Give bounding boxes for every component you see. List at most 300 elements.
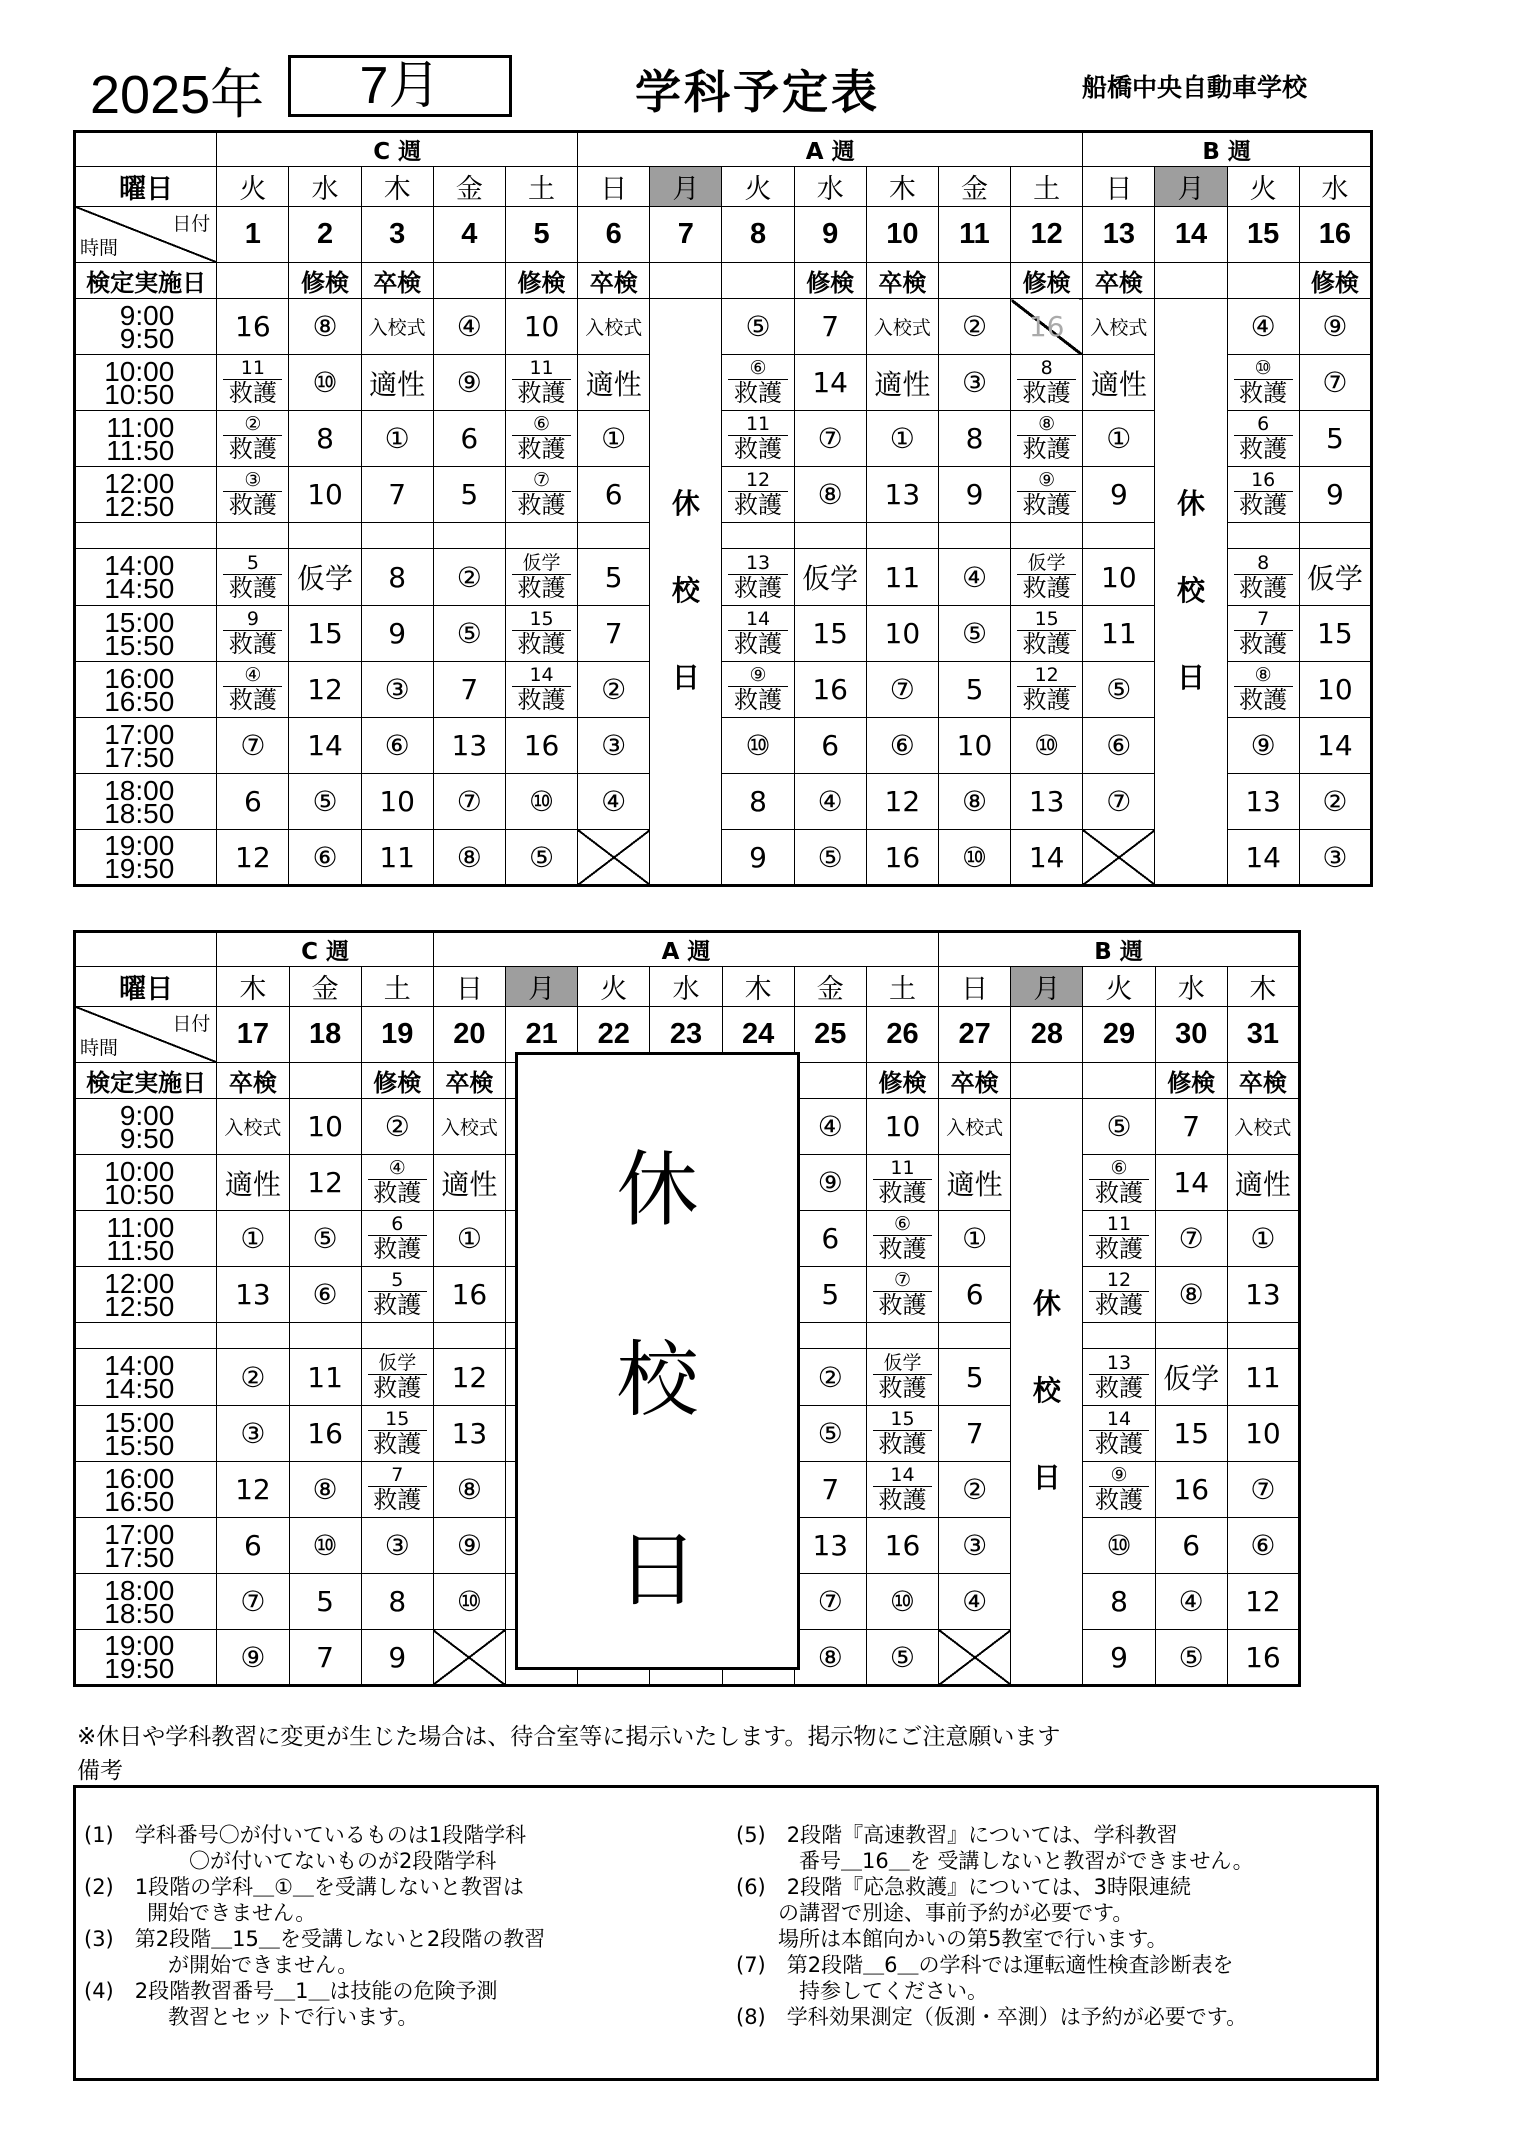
two-line-cell [722, 470, 793, 519]
weekday-cell: 土 [505, 167, 577, 207]
class-number: 15 [368, 1409, 427, 1431]
two-line-cell [362, 1214, 433, 1263]
period-end: 9:50 [119, 322, 175, 354]
weekday-row-label: 曜日 [75, 167, 217, 207]
class-cell: ③ [361, 1518, 433, 1574]
two-line-cell [1228, 358, 1299, 407]
class-number: 7 [368, 1465, 427, 1487]
period-end: 9:50 [119, 1122, 175, 1154]
period-end: 17:50 [104, 741, 175, 773]
inspection-cell: 修検 [1011, 263, 1083, 299]
two-line-cell [1083, 1465, 1154, 1514]
class-number: 13 [728, 553, 787, 575]
class-cell: ⑦ [794, 1574, 866, 1630]
class-cell [722, 662, 794, 718]
class-cell: 13 [217, 1267, 289, 1323]
class-cell: ① [939, 1211, 1011, 1267]
weekday-cell: 木 [866, 167, 938, 207]
class-number: ⑥ [1089, 1158, 1148, 1180]
class-cell: 適性 [866, 355, 938, 411]
class-number: 5 [223, 553, 282, 575]
class-cell: 15 [1155, 1406, 1227, 1462]
class-cell: 8 [361, 549, 433, 606]
rest-char-1: 休 [671, 487, 700, 521]
inspection-cell: 卒検 [217, 1063, 289, 1099]
class-cell: 6 [939, 1267, 1011, 1323]
inspection-row-label: 検定実施日 [75, 1063, 217, 1099]
class-cell [217, 549, 289, 606]
class-cell [722, 411, 794, 467]
class-cell: 8 [361, 1574, 433, 1630]
week-label: B 週 [939, 932, 1300, 967]
class-number: 14 [1089, 1409, 1148, 1431]
period-start: 15:00 [104, 1406, 175, 1438]
period-end: 15:50 [104, 1429, 175, 1461]
period-end: 16:50 [104, 1485, 175, 1517]
inspection-cell [1011, 1063, 1083, 1099]
class-cell: ⑨ [433, 1518, 505, 1574]
class-cell: 5 [794, 1267, 866, 1323]
two-line-cell [1011, 553, 1082, 602]
class-cell [1083, 1462, 1155, 1518]
class-cell: ⑦ [1155, 1211, 1227, 1267]
class-kind: 救護 [1022, 491, 1071, 519]
rest-day-cell [650, 299, 722, 886]
class-kind: 救護 [878, 1235, 927, 1263]
class-cell: 14 [1011, 830, 1083, 886]
inspection-cell: 卒検 [1083, 263, 1155, 299]
class-kind: 救護 [373, 1486, 422, 1514]
cross-cell [578, 830, 650, 886]
period-time [75, 1349, 217, 1406]
class-number: 9 [223, 609, 282, 631]
weekday-cell: 月 [650, 167, 722, 207]
break-cell [217, 1323, 289, 1349]
class-cell [722, 606, 794, 662]
two-line-cell [1011, 358, 1082, 407]
class-cell: ④ [1227, 299, 1299, 355]
two-line-cell [506, 609, 577, 658]
class-cell: ⑥ [289, 830, 361, 886]
date-cell: 15 [1227, 207, 1299, 263]
class-kind: 救護 [734, 491, 783, 519]
class-cell: ③ [361, 662, 433, 718]
week-label: A 週 [578, 132, 1083, 167]
two-line-cell [506, 470, 577, 519]
inspection-cell: 卒検 [433, 1063, 505, 1099]
inspection-cell [1155, 263, 1227, 299]
class-cell: 7 [794, 1462, 866, 1518]
class-number: ④ [223, 665, 282, 687]
class-cell: 13 [794, 1518, 866, 1574]
remarks-title: 備考 [77, 1758, 123, 1784]
date-cell: 23 [650, 1007, 722, 1063]
class-cell: 12 [433, 1349, 505, 1406]
break-cell [433, 1323, 505, 1349]
period-time [75, 1574, 217, 1630]
class-cell: 14 [1299, 718, 1371, 774]
date-cell: 7 [650, 207, 722, 263]
class-cell: 13 [433, 718, 505, 774]
class-cell: 9 [722, 830, 794, 886]
class-cell: 14 [289, 718, 361, 774]
weekday-cell: 月 [1155, 167, 1227, 207]
class-cell [1227, 549, 1299, 606]
class-cell: ⑧ [938, 774, 1010, 830]
class-cell: 適性 [578, 355, 650, 411]
class-number: 11 [728, 414, 787, 436]
class-kind: 救護 [1095, 1235, 1144, 1263]
class-cell: 8 [722, 774, 794, 830]
period-start: 12:00 [104, 467, 175, 499]
two-line-cell [506, 665, 577, 714]
class-cell: ② [938, 299, 1010, 355]
class-number: 14 [873, 1465, 932, 1487]
break-cell [361, 1323, 433, 1349]
class-cell [1011, 411, 1083, 467]
week-label: C 週 [217, 932, 434, 967]
date-cell: 9 [794, 207, 866, 263]
class-cell: 仮学 [794, 549, 866, 606]
class-cell: ⑩ [722, 718, 794, 774]
class-number: ② [223, 414, 282, 436]
break-cell [938, 523, 1010, 549]
class-cell: 入校式 [1227, 1099, 1299, 1155]
inspection-cell: 卒検 [1227, 1063, 1299, 1099]
inspection-cell: 修検 [1155, 1063, 1227, 1099]
inspection-cell [1083, 1063, 1155, 1099]
period-start: 11:00 [106, 1211, 175, 1243]
date-cell: 22 [578, 1007, 650, 1063]
class-cell: ⑥ [289, 1267, 361, 1323]
class-cell: ① [361, 411, 433, 467]
class-cell [722, 467, 794, 523]
weekday-cell: 日 [939, 967, 1011, 1007]
class-kind: 救護 [1095, 1373, 1144, 1402]
two-line-cell [1228, 414, 1299, 463]
class-cell: 13 [433, 1406, 505, 1462]
class-cell: 16 [1011, 299, 1083, 355]
class-cell: 11 [361, 830, 433, 886]
class-cell: 16 [866, 1518, 938, 1574]
date-cell: 31 [1227, 1007, 1299, 1063]
break-cell [1083, 523, 1155, 549]
inspection-cell [217, 263, 289, 299]
cross-cell [433, 1630, 505, 1686]
date-cell: 18 [289, 1007, 361, 1063]
class-cell: ⑩ [866, 1574, 938, 1630]
period-end: 17:50 [104, 1541, 175, 1573]
class-cell [217, 355, 289, 411]
class-cell: ⑧ [289, 1462, 361, 1518]
period-time [75, 1406, 217, 1462]
two-line-cell [1228, 609, 1299, 658]
class-cell: ⑧ [433, 830, 505, 886]
inspection-row-label: 検定実施日 [75, 263, 217, 299]
class-cell: ⑧ [794, 1630, 866, 1686]
class-number: 6 [368, 1214, 427, 1236]
class-cell: ⑧ [433, 1462, 505, 1518]
class-cell: 16 [866, 830, 938, 886]
break-cell [289, 523, 361, 549]
period-time [75, 1267, 217, 1323]
period-time [75, 1462, 217, 1518]
break-cell [217, 523, 289, 549]
class-cell: ⑦ [1299, 355, 1371, 411]
class-cell [217, 662, 289, 718]
class-cell [1011, 662, 1083, 718]
class-kind: 救護 [1095, 1430, 1144, 1458]
notice-text: ※休日や学科教習に変更が生じた場合は、待合室等に掲示いたします。掲示物にご注意願います [77, 1724, 1061, 1750]
class-cell: 適性 [217, 1155, 289, 1211]
class-kind: 救護 [1239, 491, 1288, 519]
class-cell: ⑧ [1155, 1267, 1227, 1323]
class-cell [361, 1211, 433, 1267]
inspection-cell: 卒検 [866, 263, 938, 299]
period-start: 10:00 [104, 1155, 175, 1187]
class-cell: ⑤ [433, 606, 505, 662]
class-cell: ② [794, 1349, 866, 1406]
break-cell [939, 1323, 1011, 1349]
period-start: 15:00 [104, 606, 175, 638]
weekday-cell: 土 [866, 967, 938, 1007]
class-cell: 15 [1299, 606, 1371, 662]
class-cell: 16 [289, 1406, 361, 1462]
break-cell [1083, 1323, 1155, 1349]
date-header-label: 日付 [172, 214, 211, 235]
class-cell: ⑤ [289, 1211, 361, 1267]
class-cell [1083, 1267, 1155, 1323]
weekday-cell: 金 [289, 967, 361, 1007]
class-kind: 救護 [878, 1373, 927, 1402]
class-cell: ① [1083, 411, 1155, 467]
date-cell: 2 [289, 207, 361, 263]
class-number: 11 [223, 358, 282, 380]
weekday-cell: 火 [722, 167, 794, 207]
date-cell: 4 [433, 207, 505, 263]
time-header-label: 時間 [80, 1038, 119, 1059]
rest-char-2: 校 [1177, 574, 1206, 608]
period-end: 14:50 [104, 573, 175, 604]
class-cell: 適性 [939, 1155, 1011, 1211]
rest-char-3: 日 [1032, 1460, 1061, 1494]
class-cell [1083, 1349, 1155, 1406]
period-start: 18:00 [104, 774, 175, 806]
inspection-cell [794, 1063, 866, 1099]
class-cell [1011, 606, 1083, 662]
inspection-cell: 修検 [866, 1063, 938, 1099]
class-number: 15 [1017, 609, 1076, 631]
class-cell: 7 [289, 1630, 361, 1686]
rest-char-2: 校 [616, 1333, 699, 1428]
class-cell: 6 [794, 718, 866, 774]
class-cell: 10 [361, 774, 433, 830]
break-cell [722, 523, 794, 549]
period-end: 11:50 [106, 1234, 175, 1266]
class-kind: 救護 [1022, 379, 1071, 407]
weekday-cell: 月 [1011, 967, 1083, 1007]
period-end: 11:50 [106, 434, 175, 466]
class-cell: ③ [1299, 830, 1371, 886]
class-number: 11 [873, 1158, 932, 1180]
class-cell: ⑧ [289, 299, 361, 355]
class-cell: ④ [433, 299, 505, 355]
class-cell: ⑨ [1299, 299, 1371, 355]
class-cell [1011, 467, 1083, 523]
break-cell [433, 523, 505, 549]
class-cell: ④ [794, 1099, 866, 1155]
class-kind: 救護 [734, 435, 783, 463]
inspection-cell: 修検 [505, 263, 577, 299]
class-kind: 救護 [228, 435, 277, 463]
class-number: ⑧ [1017, 414, 1076, 436]
class-cell: ④ [938, 549, 1010, 606]
class-number: 8 [1017, 358, 1076, 380]
class-cell: 7 [794, 299, 866, 355]
class-number: 12 [1089, 1270, 1148, 1292]
date-cell: 21 [506, 1007, 578, 1063]
class-kind: 救護 [517, 435, 566, 463]
class-cell [361, 1349, 433, 1406]
period-start: 14:00 [104, 550, 175, 581]
class-cell: ⑩ [505, 774, 577, 830]
class-cell: ⑤ [1083, 662, 1155, 718]
class-cell: ④ [1155, 1574, 1227, 1630]
time-header-label: 時間 [80, 238, 119, 259]
date-cell: 20 [433, 1007, 505, 1063]
class-cell: 6 [217, 774, 289, 830]
date-cell: 1 [217, 207, 289, 263]
class-cell [1083, 1211, 1155, 1267]
weekday-cell: 金 [433, 167, 505, 207]
date-cell: 29 [1083, 1007, 1155, 1063]
class-cell: 入校式 [361, 299, 433, 355]
date-cell: 6 [578, 207, 650, 263]
week-corner [75, 132, 217, 167]
class-cell: 入校式 [433, 1099, 505, 1155]
class-cell: 11 [289, 1349, 361, 1406]
two-line-cell [1228, 553, 1299, 602]
period-start: 18:00 [104, 1574, 175, 1606]
class-cell [866, 1406, 938, 1462]
class-cell: ⑤ [722, 299, 794, 355]
break-cell [794, 1323, 866, 1349]
class-number: ⑦ [873, 1270, 932, 1292]
two-line-cell [1083, 1353, 1154, 1402]
two-line-cell [722, 358, 793, 407]
two-line-cell [217, 553, 288, 602]
cross-cell [939, 1630, 1011, 1686]
inspection-cell: 卒検 [939, 1063, 1011, 1099]
weekday-row-label: 曜日 [75, 967, 217, 1007]
period-time [75, 1155, 217, 1211]
date-cell: 19 [361, 1007, 433, 1063]
period-end: 12:50 [104, 1290, 175, 1322]
class-number: ⑨ [728, 665, 787, 687]
weekday-cell: 金 [794, 967, 866, 1007]
class-number: ⑥ [873, 1214, 932, 1236]
class-cell: 13 [1011, 774, 1083, 830]
class-cell: 12 [1227, 1574, 1299, 1630]
class-number: 11 [1089, 1214, 1148, 1236]
class-cell [722, 355, 794, 411]
break-cell [289, 1323, 361, 1349]
class-number: ⑩ [1234, 358, 1293, 380]
class-cell: 6 [217, 1518, 289, 1574]
date-cell: 8 [722, 207, 794, 263]
two-line-cell [722, 609, 793, 658]
class-cell: 7 [361, 467, 433, 523]
class-cell: ⑦ [217, 1574, 289, 1630]
class-number: 13 [1089, 1353, 1148, 1375]
class-cell: 仮学 [1155, 1349, 1227, 1406]
date-time-header [75, 1007, 217, 1063]
break-cell [361, 523, 433, 549]
class-cell: 6 [433, 411, 505, 467]
two-line-cell [506, 553, 577, 602]
date-cell: 24 [722, 1007, 794, 1063]
class-number: 14 [512, 665, 571, 687]
period-end: 19:50 [104, 1653, 175, 1684]
class-cell [1227, 662, 1299, 718]
class-cell: 10 [289, 467, 361, 523]
weekday-cell: 金 [938, 167, 1010, 207]
date-cell: 16 [1299, 207, 1371, 263]
class-cell: 仮学 [1299, 549, 1371, 606]
class-cell: ⑨ [1227, 718, 1299, 774]
break-cell [1227, 1323, 1299, 1349]
class-kind: 救護 [1239, 630, 1288, 658]
date-header-label: 日付 [172, 1014, 211, 1035]
date-cell: 3 [361, 207, 433, 263]
date-cell: 30 [1155, 1007, 1227, 1063]
class-cell: 14 [1155, 1155, 1227, 1211]
class-cell: 入校式 [866, 299, 938, 355]
class-cell: 入校式 [217, 1099, 289, 1155]
rest-char-3: 日 [671, 660, 700, 694]
rest-char-1: 休 [616, 1143, 699, 1238]
class-cell: ⑤ [505, 830, 577, 886]
class-cell: ⑦ [794, 411, 866, 467]
date-cell: 12 [1011, 207, 1083, 263]
class-cell: 5 [289, 1574, 361, 1630]
period-end: 16:50 [104, 685, 175, 717]
class-kind: 救護 [1022, 686, 1071, 714]
period-time [75, 1211, 217, 1267]
class-cell [217, 467, 289, 523]
class-cell: 9 [361, 1630, 433, 1686]
class-number: 仮学 [512, 553, 571, 575]
two-line-cell [217, 665, 288, 714]
period-start: 16:00 [104, 662, 175, 694]
period-end: 10:50 [104, 378, 175, 410]
period-time [75, 1518, 217, 1574]
period-start: 19:00 [104, 830, 175, 861]
class-cell: ⑤ [1155, 1630, 1227, 1686]
class-cell: ⑤ [938, 606, 1010, 662]
two-line-cell [1011, 665, 1082, 714]
class-cell: 13 [1227, 1267, 1299, 1323]
weekday-cell: 木 [217, 967, 289, 1007]
class-number: 12 [1017, 665, 1076, 687]
class-cell [505, 355, 577, 411]
class-cell: 11 [1083, 606, 1155, 662]
class-kind: 救護 [228, 686, 277, 714]
class-cell: 10 [1083, 549, 1155, 606]
two-line-cell [1083, 1214, 1154, 1263]
class-kind: 救護 [1239, 573, 1288, 602]
class-cell: 9 [938, 467, 1010, 523]
